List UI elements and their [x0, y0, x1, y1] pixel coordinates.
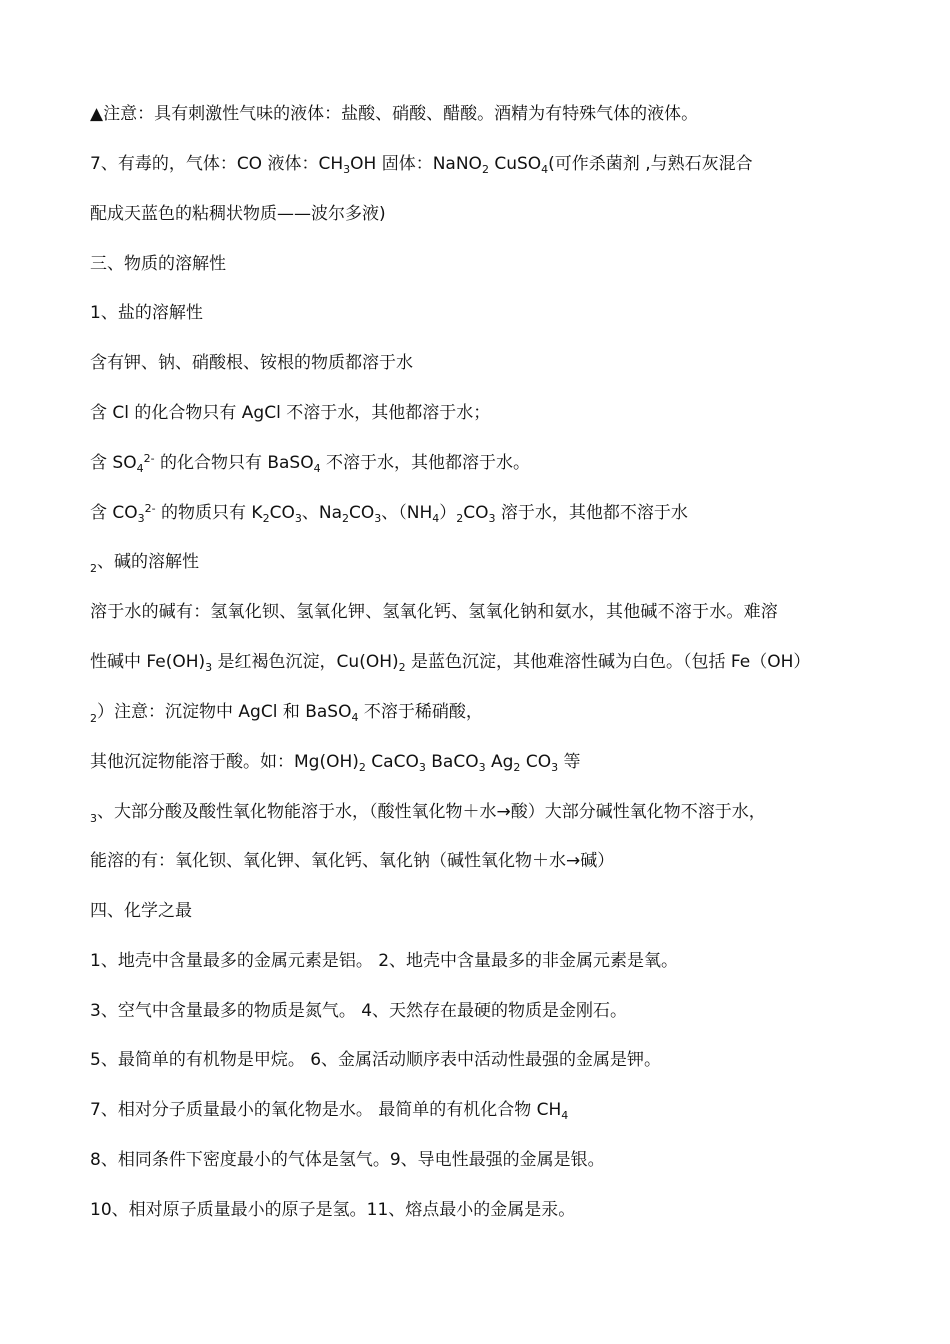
- superlative-1-2: 1、地壳中含量最多的金属元素是铝。 2、地壳中含量最多的非金属元素是氧。: [90, 951, 679, 971]
- oxide-solubility: $_3$、大部分酸及酸性氧化物能溶于水，（酸性氧化物＋水→酸）大部分碱性氧化物不溶于水，: [90, 802, 766, 825]
- soluble-bases: 溶于水的碱有：氢氧化钡、氢氧化钾、氢氧化钙、氢氧化钠和氨水，其他碱不溶于水。难溶: [90, 602, 778, 622]
- superlative-8-9: 8、相同条件下密度最小的气体是氢气。9、导电性最强的金属是银。: [90, 1150, 605, 1170]
- superlative-10-11: 10、相对原子质量最小的原子是氢。11、熔点最小的金属是汞。: [90, 1200, 576, 1220]
- superlative-5-6: 5、最简单的有机物是甲烷。 6、金属活动顺序表中活动性最强的金属是钾。: [90, 1050, 662, 1070]
- bordeaux-mixture: 配成天蓝色的粘稠状物质——波尔多液): [90, 204, 386, 224]
- note-irritating-liquids: ▲注意：具有刺激性气味的液体：盐酸、硝酸、醋酸。酒精为有特殊气体的液体。: [90, 104, 699, 124]
- acid-soluble-precipitates: 其他沉淀物能溶于酸。如：$Mg(OH)_2$ CaCO$_3$ BaCO$_3$ $Ag_2$ $CO_3$ 等: [90, 752, 581, 774]
- superlative-3-4: 3、空气中含量最多的物质是氮气。 4、天然存在最硬的物质是金刚石。: [90, 1001, 628, 1021]
- sulfate-rule: 含 $SO_4^{2-}$ 的化合物只有 BaSO$_4$ 不溶于水，其他都溶于水。: [90, 452, 531, 475]
- section-4-heading: 四、化学之最: [90, 901, 192, 921]
- base-solubility-heading: $_2$、碱的溶解性: [90, 552, 199, 575]
- item-7-toxic: 7、有毒的，气体：CO 液体：$CH_3OH$ 固体：NaNO$_2$ CuSO$_4$(可作杀菌剂 ,与熟石灰混合: [90, 154, 753, 176]
- salt-solubility-heading: 1、盐的溶解性: [90, 303, 203, 323]
- chloride-rule: 含 Cl 的化合物只有 AgCl 不溶于水，其他都溶于水；: [90, 403, 491, 423]
- insoluble-base-colors: 性碱中 $Fe(OH)_3$ 是红褐色沉淀，$Cu(OH)_2$ 是蓝色沉淀，其他难溶性碱为白色。（包括 Fe（OH）: [90, 652, 811, 674]
- section-3-heading: 三、物质的溶解性: [90, 254, 226, 274]
- superlative-7: 7、相对分子质量最小的氧化物是水。 最简单的有机化合物 $CH_4$: [90, 1100, 569, 1122]
- soluble-ions: 含有钾、钠、硝酸根、铵根的物质都溶于水: [90, 353, 413, 373]
- soluble-basic-oxides: 能溶的有：氧化钡、氧化钾、氧化钙、氧化钠（碱性氧化物＋水→碱）: [90, 851, 615, 871]
- carbonate-rule: 含 $CO_3^{2-}$ 的物质只有 $K_2CO_3$、$Na_2CO_3$、$(NH_4)_2CO_3$ 溶于水，其他都不溶于水: [90, 502, 688, 525]
- nitric-acid-note: $_2$）注意：沉淀物中 AgCl 和 BaSO$_4$ 不溶于稀硝酸，: [90, 702, 483, 725]
